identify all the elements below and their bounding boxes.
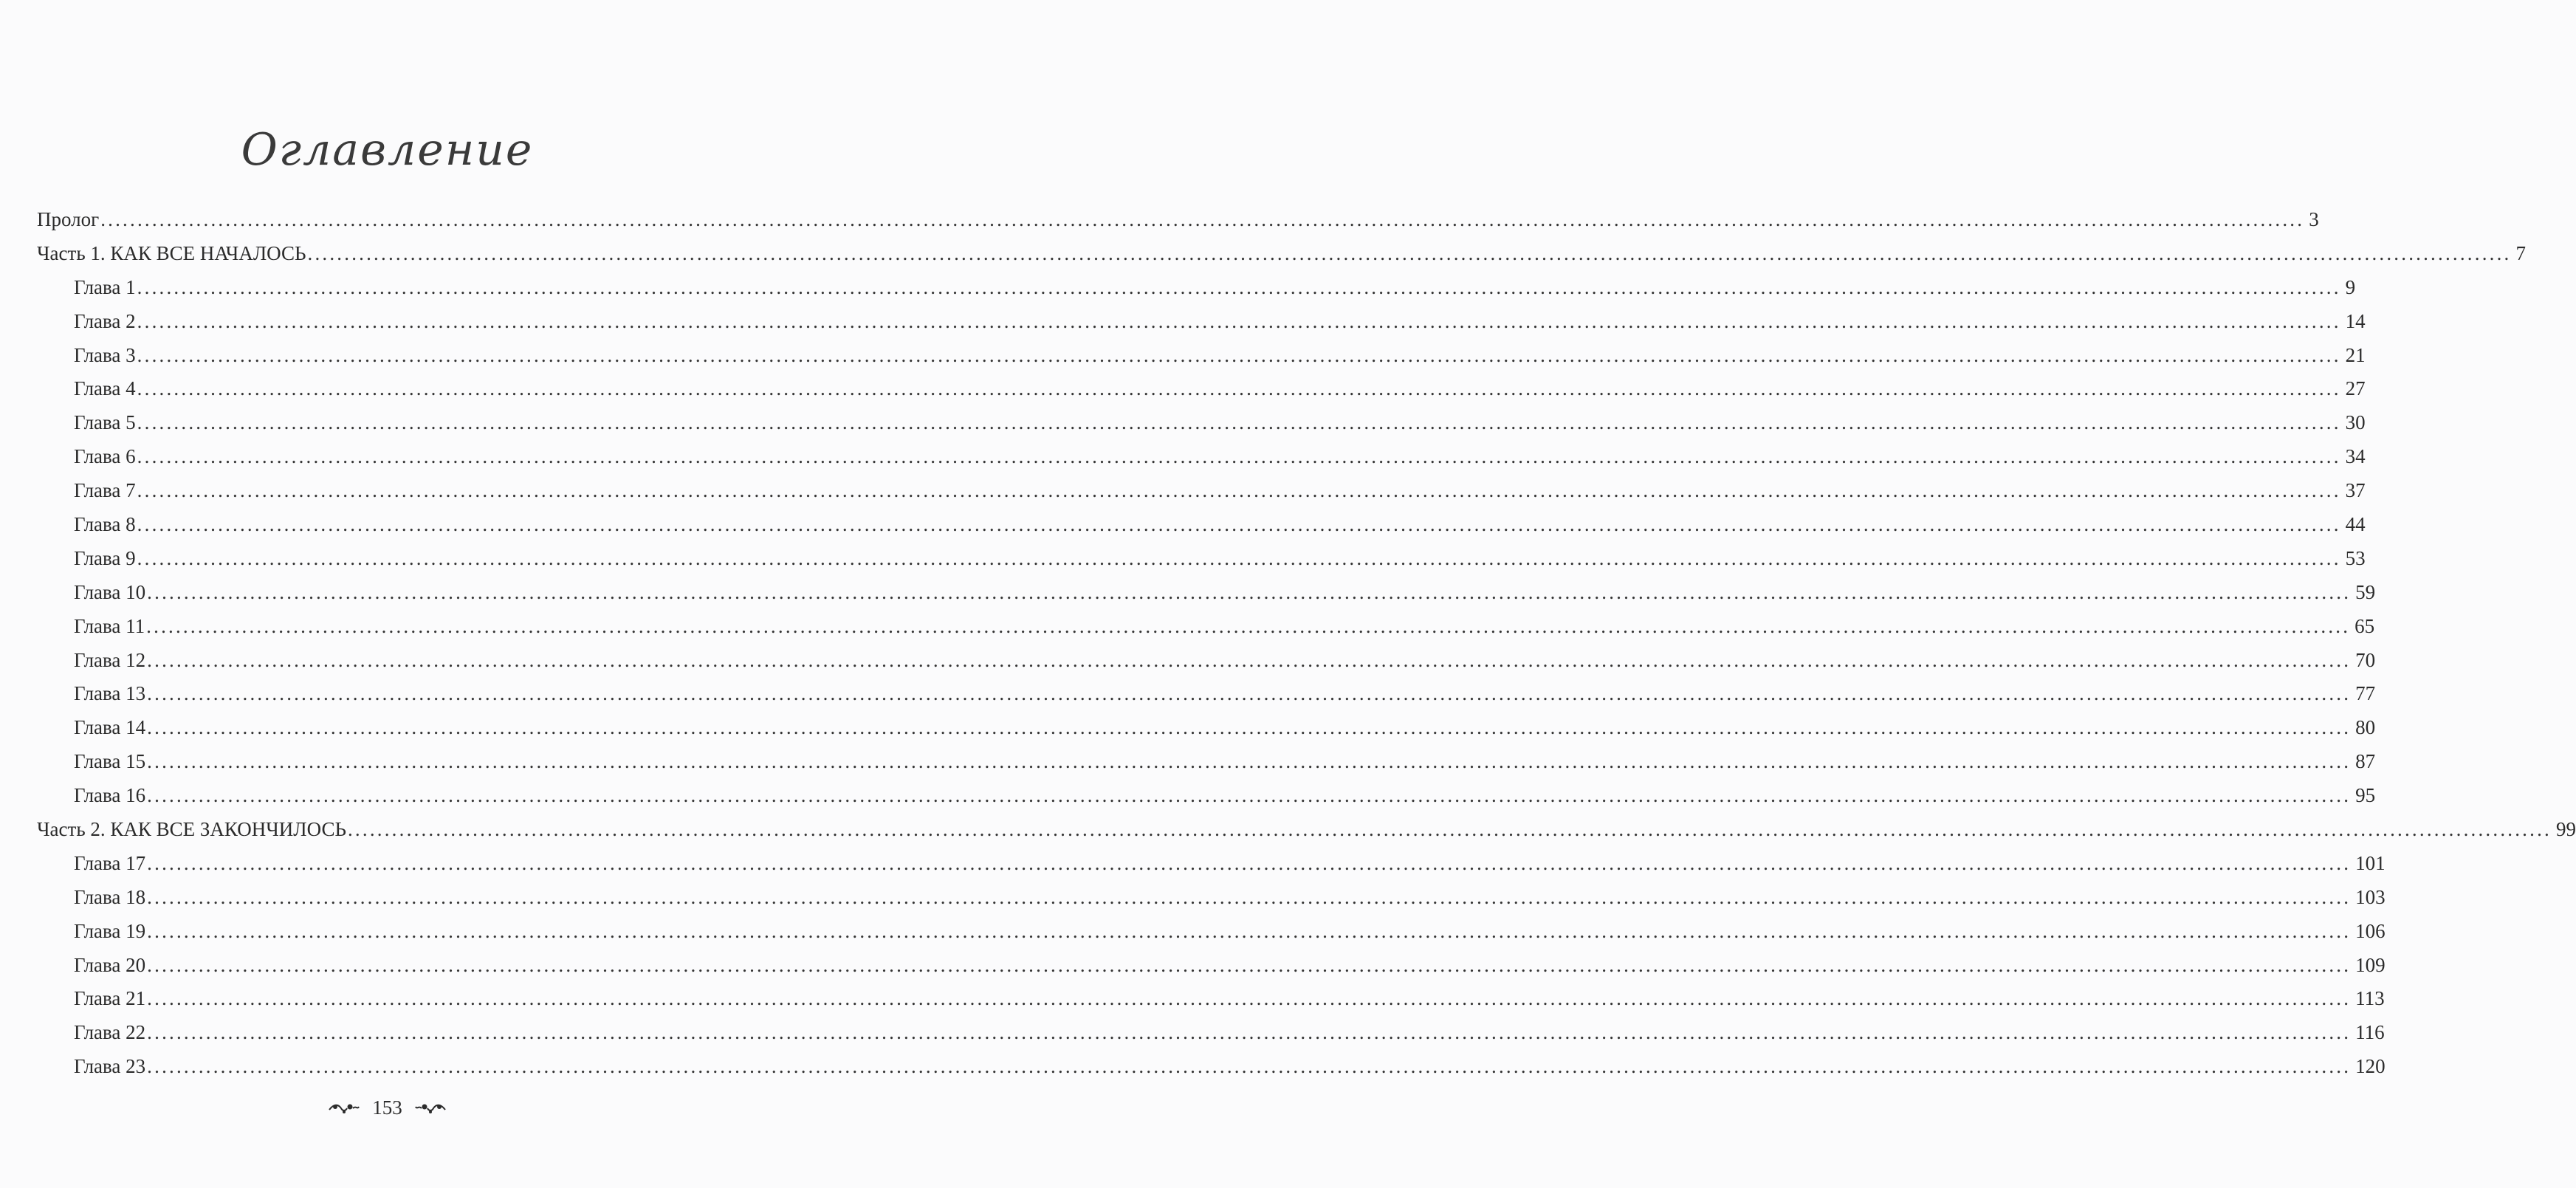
toc-entry-label: Глава 1	[74, 275, 136, 298]
toc-entry	[37, 508, 2366, 542]
toc-entry-label: Часть 2. КАК ВСЕ ЗАКОНЧИЛОСЬ	[37, 818, 346, 841]
toc-entry-page: 9	[2345, 275, 2356, 298]
toc-entry-label: Глава 14	[74, 716, 146, 739]
dot-leader: ............................................................................................................................................................................................................................................................................................................	[347, 818, 2552, 841]
dot-leader: ............................................................................................................................................................................................................................................................................................................	[147, 784, 2352, 807]
dot-leader: ............................................................................................................................................................................................................................................................................................................	[137, 343, 2341, 366]
dot-leader: ............................................................................................................................................................................................................................................................................................................	[137, 309, 2341, 332]
toc-entry-page: 59	[2355, 580, 2376, 603]
toc-entry-page: 101	[2355, 851, 2386, 874]
toc-entry	[37, 813, 2576, 847]
toc-entry-label: Глава 6	[74, 445, 136, 468]
toc-entry-label: Глава 21	[74, 987, 146, 1010]
toc-entry-label: Глава 12	[74, 648, 146, 671]
toc-entry-label: Глава 7	[74, 479, 136, 502]
table-of-contents	[37, 203, 2576, 1084]
toc-entry	[37, 474, 2366, 508]
toc-entry-page: 34	[2345, 445, 2366, 468]
dot-leader: ............................................................................................................................................................................................................................................................................................................	[147, 750, 2352, 773]
dot-leader: ............................................................................................................................................................................................................................................................................................................	[147, 580, 2352, 603]
dot-leader: ............................................................................................................................................................................................................................................................................................................	[147, 648, 2352, 671]
dot-leader: ............................................................................................................................................................................................................................................................................................................	[147, 1021, 2352, 1044]
toc-entry-page: 37	[2345, 479, 2366, 502]
toc-entry-page: 3	[2309, 208, 2319, 230]
toc-entry-page: 27	[2345, 377, 2366, 400]
floral-ornament-icon	[328, 1101, 360, 1116]
toc-entry	[37, 949, 2386, 983]
toc-entry	[37, 1016, 2385, 1050]
toc-entry	[37, 305, 2366, 339]
dot-leader: ............................................................................................................................................................................................................................................................................................................	[137, 546, 2341, 569]
toc-entry-page: 7	[2515, 241, 2526, 264]
toc-entry-label: Глава 10	[74, 580, 146, 603]
toc-entry-label: Глава 23	[74, 1055, 146, 1078]
dot-leader: ............................................................................................................................................................................................................................................................................................................	[147, 716, 2352, 739]
toc-entry-page: 106	[2355, 919, 2386, 942]
toc-entry-page: 113	[2355, 987, 2385, 1010]
dot-leader: ............................................................................................................................................................................................................................................................................................................	[147, 1055, 2352, 1078]
toc-entry-label: Глава 17	[74, 851, 146, 874]
toc-entry	[37, 610, 2375, 644]
toc-entry-label: Глава 18	[74, 885, 146, 908]
toc-entry	[37, 915, 2386, 949]
toc-entry	[37, 847, 2386, 881]
toc-entry-label: Глава 2	[74, 309, 136, 332]
dot-leader: ............................................................................................................................................................................................................................................................................................................	[147, 953, 2352, 976]
toc-entry	[37, 406, 2366, 440]
toc-entry-page: 30	[2345, 411, 2366, 434]
toc-entry	[37, 542, 2366, 576]
toc-entry	[37, 881, 2386, 915]
toc-entry-label: Глава 15	[74, 750, 146, 773]
toc-entry	[37, 339, 2366, 373]
toc-entry-page: 109	[2355, 953, 2386, 976]
dot-leader: ............................................................................................................................................................................................................................................................................................................	[137, 445, 2341, 468]
dot-leader: ............................................................................................................................................................................................................................................................................................................	[137, 411, 2341, 434]
page-title: Оглавление	[241, 124, 534, 176]
toc-entry	[37, 711, 2376, 745]
toc-entry-label: Глава 3	[74, 343, 136, 366]
dot-leader: ............................................................................................................................................................................................................................................................................................................	[147, 851, 2352, 874]
toc-entry-page: 103	[2355, 885, 2386, 908]
dot-leader: ............................................................................................................................................................................................................................................................................................................	[137, 275, 2341, 298]
dot-leader: ............................................................................................................................................................................................................................................................................................................	[307, 241, 2512, 264]
dot-leader: ............................................................................................................................................................................................................................................................................................................	[100, 208, 2305, 230]
toc-entry	[37, 779, 2376, 813]
toc-entry	[37, 677, 2376, 711]
toc-entry-label: Глава 11	[74, 614, 145, 637]
toc-entry	[37, 372, 2366, 406]
toc-entry	[37, 440, 2366, 474]
dot-leader: ............................................................................................................................................................................................................................................................................................................	[137, 479, 2341, 502]
toc-entry-page: 116	[2355, 1021, 2385, 1044]
toc-entry-label: Часть 1. КАК ВСЕ НАЧАЛОСЬ	[37, 241, 306, 264]
toc-entry-page: 80	[2355, 716, 2376, 739]
toc-entry	[37, 745, 2376, 779]
toc-entry-label: Глава 4	[74, 377, 136, 400]
toc-entry-label: Глава 8	[74, 513, 136, 536]
toc-entry-page: 120	[2355, 1055, 2386, 1078]
toc-entry-label: Глава 22	[74, 1021, 146, 1044]
dot-leader: ............................................................................................................................................................................................................................................................................................................	[146, 614, 2351, 637]
toc-entry-label: Глава 5	[74, 411, 136, 434]
toc-entry-page: 14	[2345, 309, 2366, 332]
page-number: 153	[372, 1096, 402, 1119]
toc-entry-page: 77	[2355, 682, 2376, 705]
toc-entry	[37, 237, 2526, 271]
toc-entry-page: 70	[2355, 648, 2376, 671]
toc-entry-page: 87	[2355, 750, 2376, 773]
toc-entry-label: Пролог	[37, 208, 100, 230]
toc-entry-page: 21	[2345, 343, 2366, 366]
toc-entry-label: Глава 20	[74, 953, 146, 976]
toc-entry	[37, 203, 2319, 237]
toc-entry	[37, 271, 2356, 305]
toc-entry	[37, 576, 2376, 610]
dot-leader: ............................................................................................................................................................................................................................................................................................................	[147, 919, 2352, 942]
dot-leader: ............................................................................................................................................................................................................................................................................................................	[147, 682, 2352, 705]
floral-ornament-icon	[414, 1101, 447, 1116]
toc-entry-page: 95	[2355, 784, 2376, 807]
toc-entry-page: 65	[2355, 614, 2375, 637]
toc-entry	[37, 1050, 2386, 1084]
dot-leader: ............................................................................................................................................................................................................................................................................................................	[137, 377, 2341, 400]
dot-leader: ............................................................................................................................................................................................................................................................................................................	[147, 885, 2352, 908]
dot-leader: ............................................................................................................................................................................................................................................................................................................	[137, 513, 2341, 536]
toc-entry-label: Глава 19	[74, 919, 146, 942]
page-footer	[0, 1096, 774, 1119]
toc-entry-label: Глава 9	[74, 546, 136, 569]
toc-entry-label: Глава 13	[74, 682, 146, 705]
toc-entry-page: 99	[2555, 818, 2576, 841]
toc-entry	[37, 982, 2385, 1016]
toc-entry-page: 53	[2345, 546, 2366, 569]
toc-entry	[37, 644, 2376, 678]
dot-leader: ............................................................................................................................................................................................................................................................................................................	[147, 987, 2352, 1010]
toc-entry-label: Глава 16	[74, 784, 146, 807]
toc-entry-page: 44	[2345, 513, 2366, 536]
